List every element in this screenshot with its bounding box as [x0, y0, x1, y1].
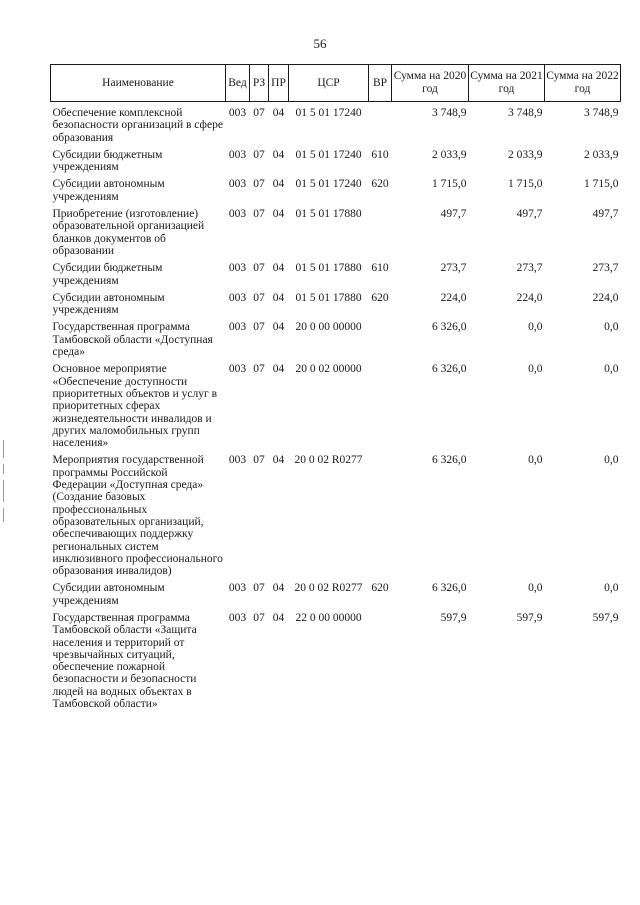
row-sum-2022: 224,0 — [592, 291, 619, 304]
row-rz: 07 — [253, 208, 265, 221]
page-number: 56 — [313, 36, 327, 51]
row-name: Мероприятия государственной программы Российской Федерации «Доступная среда» (Создание базовых профессиональных образовательных организаций, обеспечивающих поддержку региональных систем инклюзивного профессионального образования инвалидов) — [52, 454, 223, 578]
row-sum-2020: 597,9 — [440, 611, 467, 624]
header-name: Наименование — [51, 65, 226, 102]
row-name: Субсидии автономным учреждениям — [52, 582, 165, 607]
row-sum-2020: 6 326,0 — [432, 363, 467, 376]
row-pr: 04 — [272, 321, 285, 334]
row-csr: 01 5 01 17880 — [295, 291, 362, 304]
row-pr: 04 — [272, 148, 285, 161]
row-sum-2020: 2 033,9 — [432, 148, 467, 161]
table-row — [51, 144, 621, 174]
row-csr: 20 0 02 00000 — [295, 363, 362, 376]
row-name: Государственная программа Тамбовской области «Доступная среда» — [52, 321, 213, 359]
row-sum-2021: 0,0 — [528, 363, 543, 376]
header-pr: ПР — [269, 65, 289, 102]
row-sum-2022: 3 748,9 — [584, 107, 619, 119]
row-sum-2022: 1 715,0 — [584, 178, 619, 191]
row-vr: 610 — [371, 148, 389, 161]
row-sum-2021: 3 748,9 — [508, 107, 543, 119]
header-sum-2020: Сумма на 2020 год — [392, 65, 469, 102]
row-sum-2022: 0,0 — [604, 321, 619, 334]
margin-stamp-marks — [3, 440, 11, 560]
row-csr: 20 0 02 R0277 — [294, 454, 363, 467]
row-ved: 003 — [228, 611, 247, 624]
row-ved: 003 — [228, 291, 247, 304]
row-sum-2021: 0,0 — [528, 582, 543, 595]
row-pr: 04 — [272, 291, 285, 304]
row-sum-2021: 497,7 — [516, 208, 543, 221]
table-row — [51, 257, 621, 287]
row-sum-2020: 3 748,9 — [432, 107, 467, 119]
row-vr — [369, 102, 392, 144]
row-name: Приобретение (изготовление) образовательной организацией бланков документов об образовании — [52, 208, 205, 257]
row-sum-2022: 497,7 — [592, 208, 619, 221]
row-sum-2020: 6 326,0 — [432, 454, 467, 467]
header-rz: РЗ — [250, 65, 269, 102]
row-sum-2021: 2 033,9 — [508, 148, 543, 161]
row-name: Субсидии автономным учреждениям — [52, 178, 165, 203]
row-rz: 07 — [253, 262, 265, 275]
row-vr — [369, 449, 392, 577]
row-vr: 620 — [371, 291, 389, 304]
row-sum-2022: 597,9 — [592, 611, 619, 624]
row-vr — [369, 316, 392, 358]
table-row — [51, 173, 621, 203]
row-vr: 620 — [371, 178, 389, 191]
row-vr — [369, 607, 392, 710]
row-ved: 003 — [228, 582, 247, 595]
row-sum-2020: 224,0 — [440, 291, 467, 304]
table-row — [51, 607, 621, 710]
row-csr: 01 5 01 17240 — [295, 107, 362, 119]
row-pr: 04 — [272, 262, 285, 275]
row-name: Государственная программа Тамбовской области «Защита населения и территорий от чрезвычайных ситуаций, обеспечение пожарной безопасности и безопасности людей на водных объектах в Тамбовской области» — [52, 611, 197, 711]
row-name: Основное мероприятие «Обеспечение доступности приоритетных объектов и услуг в приоритетных сферах жизнедеятельности инвалидов и других маломобильных групп населения» — [52, 363, 217, 450]
row-sum-2022: 0,0 — [604, 454, 619, 467]
row-ved: 003 — [228, 208, 247, 221]
row-pr: 04 — [272, 107, 285, 119]
row-vr — [369, 203, 392, 257]
row-sum-2020: 6 326,0 — [432, 321, 467, 334]
row-name: Обеспечение комплексной безопасности организаций в сфере образования — [52, 107, 223, 144]
row-rz: 07 — [253, 148, 265, 161]
row-ved: 003 — [228, 178, 247, 191]
row-vr — [369, 358, 392, 449]
row-rz: 07 — [253, 611, 265, 624]
header-sum-2021: Сумма на 2021 год — [469, 65, 545, 102]
table-body — [51, 102, 621, 711]
row-name: Субсидии автономным учреждениям — [52, 291, 165, 317]
row-ved: 003 — [228, 148, 247, 161]
row-ved: 003 — [228, 321, 247, 334]
row-rz: 07 — [253, 321, 265, 334]
header-sum-2022: Сумма на 2022 год — [545, 65, 621, 102]
row-csr: 20 0 00 00000 — [295, 321, 362, 334]
header-csr: ЦСР — [289, 65, 369, 102]
row-sum-2020: 273,7 — [440, 262, 467, 275]
row-sum-2022: 0,0 — [604, 363, 619, 376]
row-sum-2021: 597,9 — [516, 611, 543, 624]
row-sum-2020: 497,7 — [440, 208, 467, 221]
row-pr: 04 — [272, 178, 285, 191]
row-vr: 620 — [371, 582, 389, 595]
row-sum-2020: 1 715,0 — [432, 178, 467, 191]
row-ved: 003 — [228, 363, 247, 376]
row-sum-2022: 2 033,9 — [584, 148, 619, 161]
table-row — [51, 358, 621, 449]
row-sum-2021: 273,7 — [516, 262, 543, 275]
row-pr: 04 — [272, 363, 285, 376]
row-sum-2022: 273,7 — [592, 262, 619, 275]
row-vr: 610 — [371, 262, 389, 275]
row-pr: 04 — [272, 582, 285, 595]
table-row — [51, 577, 621, 607]
row-sum-2020: 6 326,0 — [432, 582, 467, 595]
row-csr: 01 5 01 17880 — [295, 262, 362, 275]
row-csr: 01 5 01 17880 — [295, 208, 362, 221]
row-pr: 04 — [272, 208, 285, 221]
row-pr: 04 — [272, 454, 285, 467]
row-sum-2021: 1 715,0 — [508, 178, 543, 191]
row-csr: 01 5 01 17240 — [295, 148, 362, 161]
table-row — [51, 316, 621, 358]
budget-table-container — [50, 64, 620, 710]
table-row — [51, 102, 621, 144]
table-row — [51, 287, 621, 317]
row-pr: 04 — [272, 611, 285, 624]
row-rz: 07 — [253, 291, 265, 304]
row-name: Субсидии бюджетным учреждениям — [52, 148, 163, 174]
header-vr: ВР — [369, 65, 392, 102]
row-csr: 22 0 00 00000 — [295, 611, 362, 624]
row-ved: 003 — [228, 107, 247, 119]
row-sum-2021: 0,0 — [528, 454, 543, 467]
row-csr: 01 5 01 17240 — [295, 178, 362, 191]
header-ved: Вед — [226, 65, 250, 102]
row-sum-2022: 0,0 — [604, 582, 619, 595]
table-header-row — [51, 65, 621, 102]
table-row — [51, 449, 621, 577]
budget-table — [50, 64, 621, 710]
row-ved: 003 — [228, 262, 247, 275]
table-row — [51, 203, 621, 257]
row-csr: 20 0 02 R0277 — [294, 582, 363, 595]
row-rz: 07 — [253, 454, 265, 467]
row-sum-2021: 0,0 — [528, 321, 543, 334]
row-rz: 07 — [253, 107, 265, 119]
row-rz: 07 — [253, 582, 265, 595]
row-rz: 07 — [253, 178, 265, 191]
row-sum-2021: 224,0 — [516, 291, 543, 304]
row-name: Субсидии бюджетным учреждениям — [52, 262, 163, 287]
row-ved: 003 — [228, 454, 247, 467]
row-rz: 07 — [253, 363, 265, 376]
